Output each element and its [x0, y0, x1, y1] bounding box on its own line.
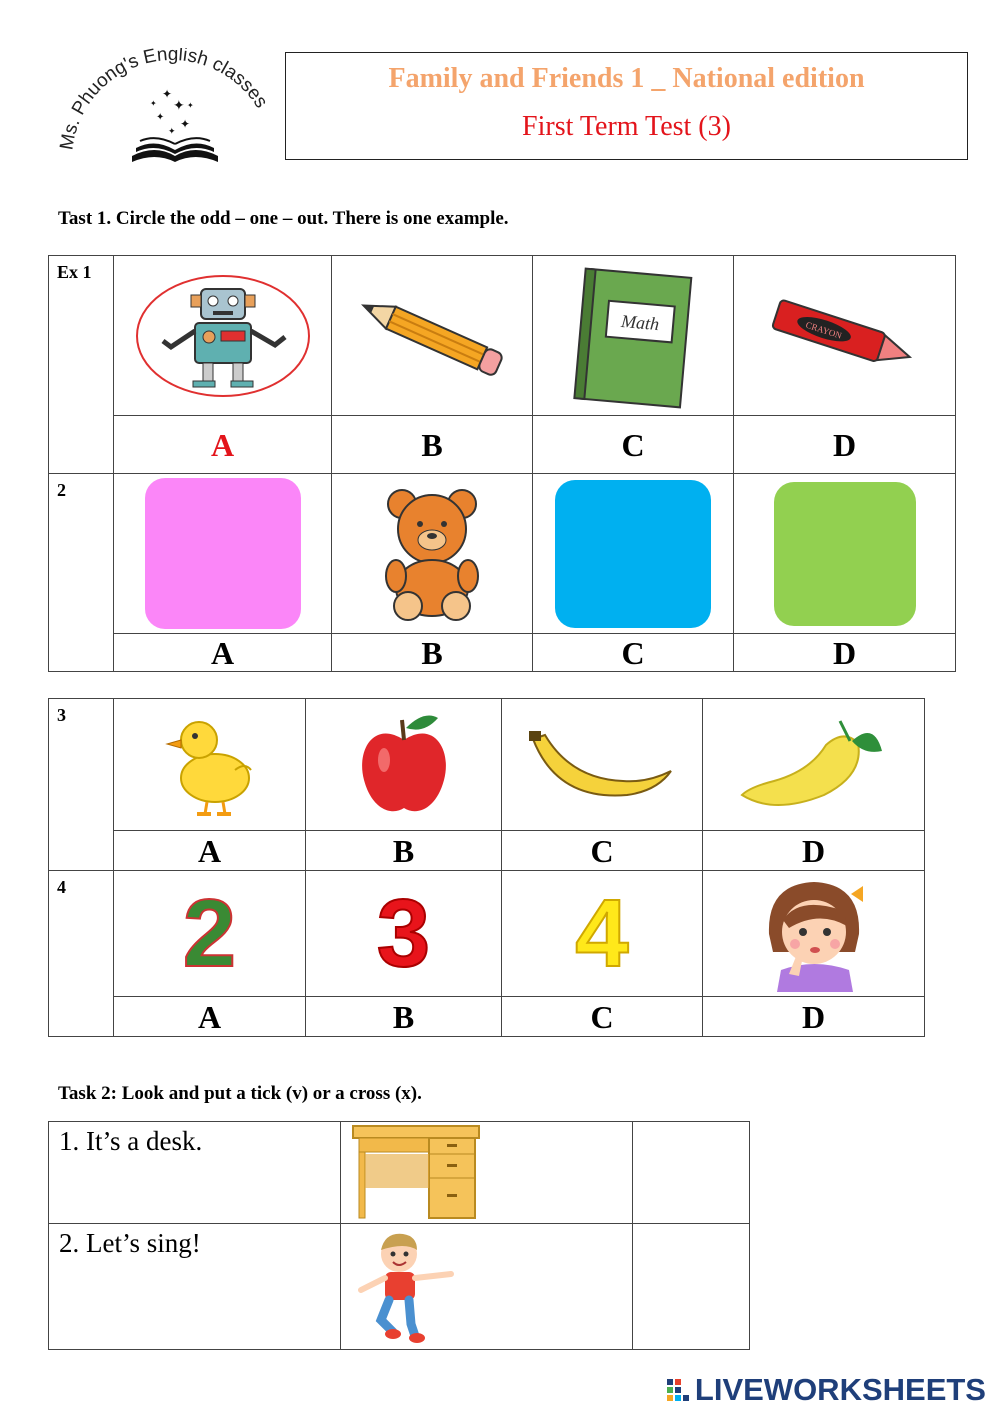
option-image-a[interactable] — [114, 871, 306, 997]
option-image-a[interactable] — [114, 699, 306, 831]
pink-square-icon — [143, 476, 303, 631]
svg-text:Math: Math — [620, 310, 660, 334]
liveworksheets-logo-icon — [665, 1377, 691, 1403]
svg-text:✦: ✦ — [187, 101, 194, 110]
task2-table — [48, 1121, 750, 1350]
logo-text: Ms. Phuong's English classes — [56, 48, 272, 152]
brand-text: LIVEWORKSHEETS — [694, 1372, 986, 1407]
option-letter-c[interactable]: C — [502, 997, 703, 1037]
jumping-boy-icon — [351, 1228, 467, 1344]
task1-heading: Tast 1. Circle the odd – one – out. There is one example. — [58, 208, 509, 229]
task1-table-1 — [48, 255, 956, 672]
svg-text:✦: ✦ — [150, 99, 157, 108]
task2-sentence: 2. Let’s sing! — [49, 1224, 341, 1350]
task1-table-2 — [48, 698, 925, 1037]
girl-icon — [759, 874, 869, 994]
question-label: 2 — [49, 474, 114, 672]
option-letter-c[interactable]: C — [533, 416, 734, 474]
option-letter-c[interactable]: C — [502, 831, 703, 871]
option-letter-d[interactable]: D — [703, 997, 925, 1037]
number-4-icon: 4 — [575, 879, 629, 987]
svg-text:✦: ✦ — [173, 99, 185, 114]
svg-text:✦: ✦ — [162, 87, 173, 101]
teddy-bear-icon — [372, 484, 492, 624]
task2-sentence: 1. It’s a desk. — [49, 1122, 341, 1224]
svg-text:✦: ✦ — [180, 117, 191, 131]
option-letter-a[interactable]: A — [114, 997, 306, 1037]
option-image-d[interactable] — [734, 474, 956, 634]
option-letter-b[interactable]: B — [306, 831, 502, 871]
banana-icon — [527, 725, 677, 805]
option-image-c[interactable] — [502, 699, 703, 831]
task2-image — [341, 1122, 633, 1224]
option-letter-d[interactable]: D — [703, 831, 925, 871]
crayon-icon — [765, 291, 925, 381]
svg-text:✦: ✦ — [168, 126, 176, 136]
duck-icon — [165, 710, 255, 820]
svg-text:✦: ✦ — [156, 112, 165, 123]
number-3-icon: 3 — [376, 879, 431, 987]
logo — [50, 48, 290, 173]
task2-heading: Task 2: Look and put a tick (v) or a cross (x). — [58, 1083, 422, 1104]
svg-text:CRAYON: CRAYON — [804, 319, 843, 341]
option-image-b[interactable] — [332, 256, 533, 416]
option-letter-d[interactable]: D — [734, 416, 956, 474]
option-image-c[interactable] — [533, 474, 734, 634]
option-letter-c[interactable]: C — [533, 634, 734, 672]
option-letter-a[interactable]: A — [114, 831, 306, 871]
option-letter-b[interactable]: B — [332, 416, 533, 474]
desk-icon — [351, 1124, 481, 1219]
header-box — [285, 52, 968, 160]
option-image-d[interactable] — [703, 871, 925, 997]
pencil-icon — [347, 291, 517, 381]
option-letter-b[interactable]: B — [332, 634, 533, 672]
robot-icon — [133, 271, 313, 401]
number-2-icon: 2 — [182, 879, 237, 987]
task2-image — [341, 1224, 633, 1350]
apple-icon — [354, 710, 454, 820]
option-image-b[interactable] — [332, 474, 533, 634]
option-image-b[interactable] — [306, 699, 502, 831]
worksheet-title: Family and Friends 1 _ National edition — [388, 63, 865, 94]
question-label: 3 — [49, 699, 114, 871]
mango-icon — [734, 715, 894, 815]
option-letter-a[interactable]: A — [114, 416, 332, 474]
option-image-d[interactable] — [703, 699, 925, 831]
option-image-d[interactable] — [734, 256, 956, 416]
worksheet-subtitle: First Term Test (3) — [522, 111, 731, 142]
question-label: Ex 1 — [49, 256, 114, 474]
option-letter-a[interactable]: A — [114, 634, 332, 672]
option-image-a[interactable] — [114, 474, 332, 634]
option-image-b[interactable] — [306, 871, 502, 997]
open-book-with-stars-icon — [132, 87, 218, 162]
option-image-c[interactable] — [533, 256, 734, 416]
task2-answer-box[interactable] — [633, 1122, 750, 1224]
math-book-icon — [558, 261, 708, 411]
option-letter-d[interactable]: D — [734, 634, 956, 672]
task2-answer-box[interactable] — [633, 1224, 750, 1350]
question-label: 4 — [49, 871, 114, 1037]
green-square-icon — [772, 480, 918, 628]
option-image-c[interactable] — [502, 871, 703, 997]
option-image-a[interactable] — [114, 256, 332, 416]
liveworksheets-brand[interactable] — [665, 1372, 986, 1408]
blue-square-icon — [553, 478, 713, 630]
option-letter-b[interactable]: B — [306, 997, 502, 1037]
